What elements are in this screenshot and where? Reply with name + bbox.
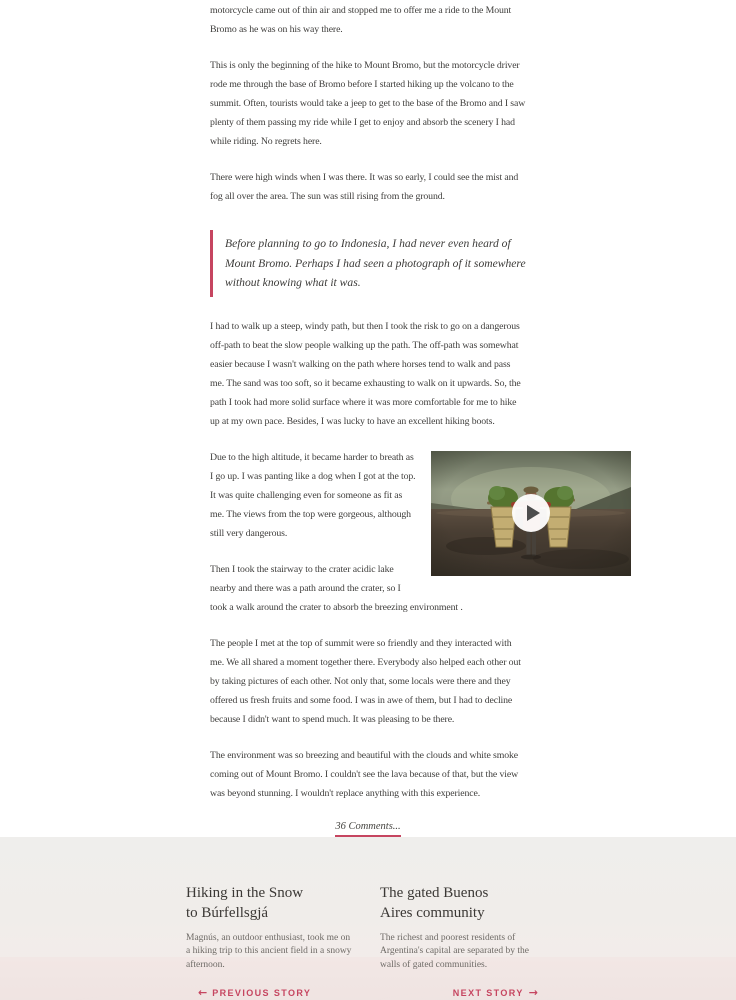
story-description: The richest and poorest residents of Argentina's capital are separated by the walls of gated communities. — [380, 932, 529, 970]
play-icon — [527, 505, 540, 521]
arrow-left-icon: ← — [198, 986, 208, 999]
article-column — [210, 0, 526, 837]
related-stories — [186, 837, 550, 973]
play-button[interactable] — [512, 494, 550, 532]
next-story-label: NEXT STORY — [452, 987, 524, 998]
next-story-link[interactable] — [453, 986, 538, 999]
story-navigation — [198, 986, 538, 999]
comments-link[interactable]: 36 Comments... — [335, 821, 400, 837]
paragraph: Due to the high altitude, it became harder to breath as I go up. I was panting like a dog when I got at the top. It was quite challenging even for someone as fit as me. The views from the top were gorgeous, although still very dangerous. — [210, 451, 416, 539]
footer — [0, 837, 736, 1000]
paragraph: This is only the beginning of the hike to Mount Bromo, but the motorcycle driver rode me through the base of Bromo before I started hiking up the volcano to the summit. Often, tourists would take a jeep to get to the base of the Bromo and I saw plenty of them passing my ride while I get to enjoy and absorb the scenery I had while riding. No regrets here. — [210, 60, 526, 147]
pull-quote: Before planning to go to Indonesia, I had never even heard of Mount Bromo. Perhaps I had seen a photograph of it somewhere without knowing what it was. — [210, 230, 537, 297]
paragraph: motorcycle came out of thin air and stopped me to offer me a ride to the Mount Bromo as he was on his way there. — [210, 5, 512, 35]
story-title[interactable]: The gated Buenos Aires community — [380, 884, 489, 921]
paragraph: There were high winds when I was there. It was so early, I could see the mist and fog all over the area. The sun was still rising from the ground. — [210, 172, 519, 202]
paragraph: Then I took the stairway to the crater acidic lake nearby and there was a path around the crater, so I took a walk around the crater to absorb the breezing environment . — [210, 563, 463, 613]
paragraph: I had to walk up a steep, windy path, but then I took the risk to go on a dangerous off-path to beat the slow people walking up the path. The off-path was somewhat easier because I wasn't walking on the path where horses tend to walk and pass me. The sand was too soft, so it became exhausting to walk on it upwards. So, the path I took had more solid surface where it was more comfortable for me to hike up at my own pace. Besides, I was lucky to have an excellent hiking boots. — [210, 320, 521, 427]
story-preview-next[interactable] — [380, 883, 550, 973]
story-preview-previous[interactable] — [186, 883, 356, 973]
story-description: Magnús, an outdoor enthusiast, took me on a hiking trip to this ancient field in a snowy afternoon. — [186, 932, 352, 970]
story-title[interactable]: Hiking in the Snow to Búrfellsgjá — [186, 884, 304, 921]
video-thumbnail[interactable] — [431, 451, 631, 576]
media-paragraph-group — [210, 448, 526, 617]
paragraph: The people I met at the top of summit were so friendly and they interacted with me. We all shared a moment together there. Everybody also helped each other out by taking pictures of each other. Not only that, some locals were there and they offered us fresh fruits and some food. I was in awe of them, but I had to decline because I didn't want to spend much. It was pleasing to be there. — [210, 637, 521, 725]
paragraph: The environment was so breezing and beautiful with the clouds and white smoke coming out of Mount Bromo. I couldn't see the lava because of that, but the view was beyond stunning. I wouldn't replace anything with this experience. — [210, 749, 519, 799]
arrow-right-icon: → — [528, 986, 538, 999]
previous-story-label: PREVIOUS STORY — [212, 987, 312, 998]
previous-story-link[interactable] — [198, 986, 311, 999]
